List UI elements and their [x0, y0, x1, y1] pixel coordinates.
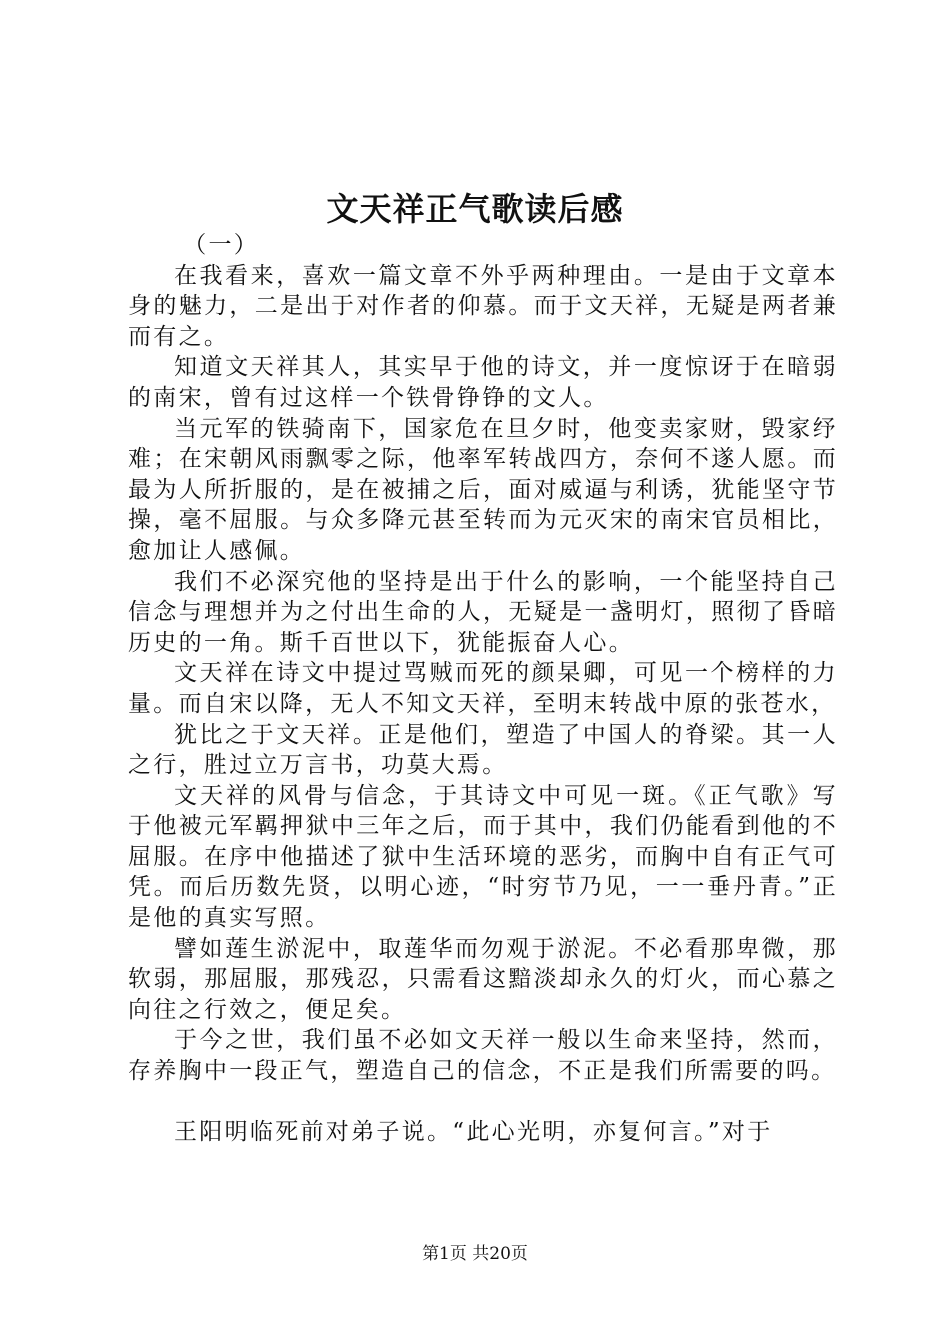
document-title: 文天祥正气歌读后感: [326, 190, 624, 228]
paragraph: 犹比之于文天祥。正是他们，塑造了中国人的脊梁。其一人之行，胜过立万言书，功莫大焉。: [128, 721, 838, 779]
paragraph: 文天祥的风骨与信念，于其诗文中可见一斑。《正气歌》写于他被元军羁押狱中三年之后，而于其中，我们仍能看到他的不屈服。在序中他描述了狱中生活环境的恶劣，而胸中自有正气可凭。而后历数先贤，以明心迹，“时穷节乃见，一一垂丹青。”正是他的真实写照。: [128, 782, 838, 932]
paragraph: 我们不必深究他的坚持是出于什么的影响，一个能坚持自己信念与理想并为之付出生命的人，无疑是一盏明灯，照彻了昏暗历史的一角。斯千百世以下，犹能振奋人心。: [128, 568, 838, 656]
paragraph: 于今之世，我们虽不必如文天祥一般以生命来坚持，然而，存养胸中一段正气，塑造自己的信念，不正是我们所需要的吗。: [128, 1027, 838, 1085]
document-body: [128, 230, 838, 1147]
paragraph: 文天祥在诗文中提过骂贼而死的颜杲卿，可见一个榜样的力量。而自宋以降，无人不知文天祥，至明末转战中原的张苍水，: [128, 660, 838, 717]
paragraph: 譬如莲生淤泥中，取莲华而勿观于淤泥。不必看那卑微，那软弱，那屈服，那残忍，只需看这黯淡却永久的灯火，而心慕之向往之行效之，便足矣。: [128, 935, 838, 1023]
paragraph: 在我看来，喜欢一篇文章不外乎两种理由。一是由于文章本身的魅力，二是出于对作者的仰慕。而于文天祥，无疑是两者兼而有之。: [128, 262, 838, 350]
paragraph: 知道文天祥其人，其实早于他的诗文，并一度惊讶于在暗弱的南宋，曾有过这样一个铁骨铮铮的文人。: [128, 354, 838, 411]
paragraph: 当元军的铁骑南下，国家危在旦夕时，他变卖家财，毁家纾难；在宋朝风雨飘零之际，他率军转战四方，奈何不遂人愿。而最为人所折服的，是在被捕之后，面对威逼与利诱，犹能坚守节操，毫不屈服。与众多降元甚至转而为元灭宋的南宋官员相比，愈加让人感佩。: [128, 415, 838, 564]
section-marker: （一）: [183, 232, 260, 258]
page-number-footer: 第1页 共20页: [422, 1244, 528, 1264]
paragraph: 王阳明临死前对弟子说。“此心光明，亦复何言。”对于: [174, 1118, 773, 1145]
